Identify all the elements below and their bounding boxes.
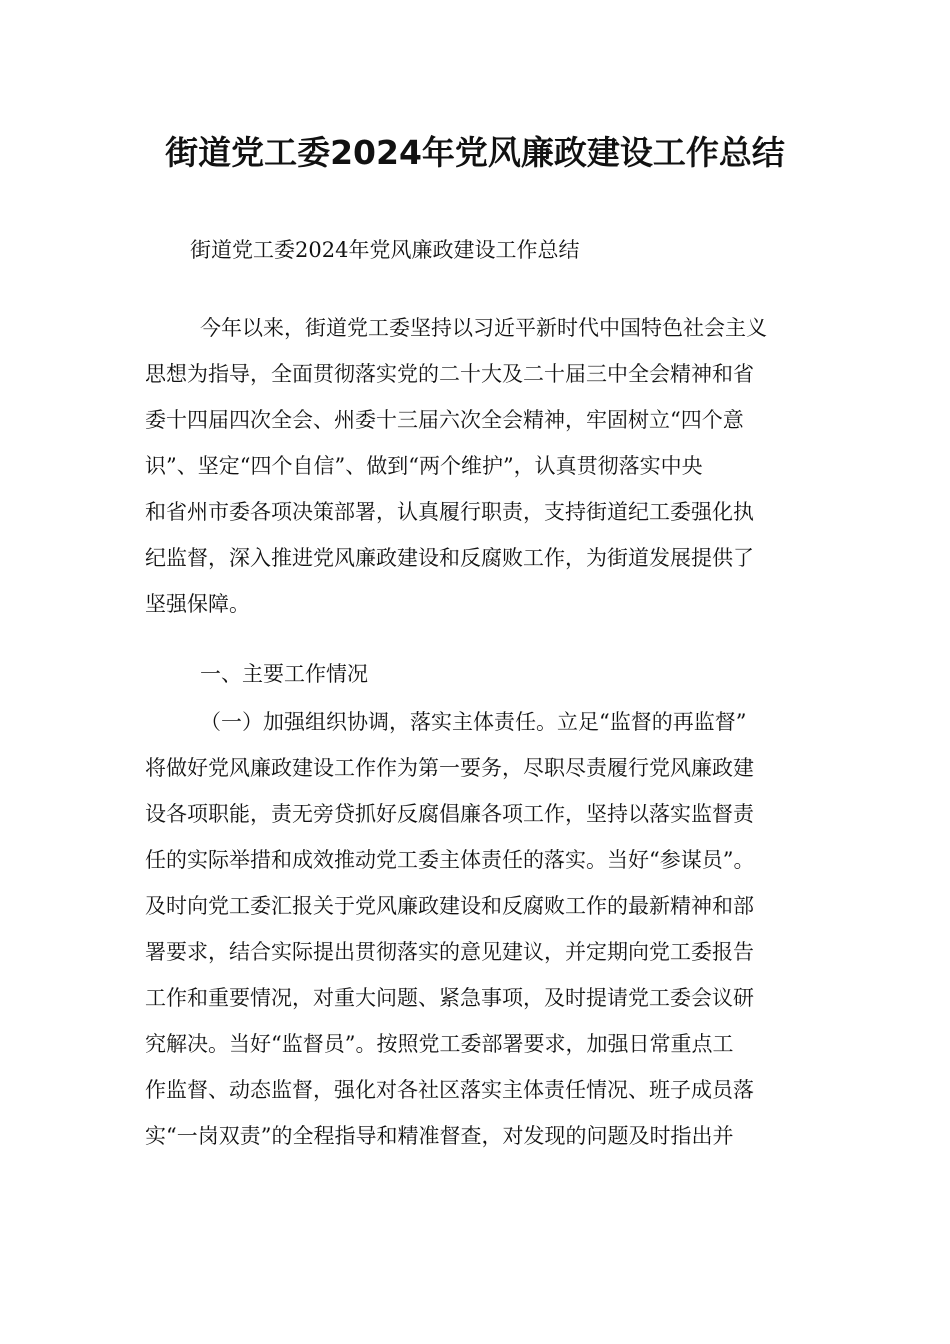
paragraph-line: 设各项职能，责无旁贷抓好反腐倡廉各项工作，坚持以落实监督责 [145, 802, 754, 826]
paragraph-line: 实“一岗双责”的全程指导和精准督查，对发现的问题及时指出并 [145, 1124, 734, 1148]
paragraph-line: 思想为指导，全面贯彻落实党的二十大及二十届三中全会精神和省 [145, 362, 754, 386]
paragraph-line: 识”、坚定“四个自信”、做到“两个维护”，认真贯彻落实中央 [145, 454, 703, 478]
paragraph-line: 作监督、动态监督，强化对各社区落实主体责任情况、班子成员落 [145, 1078, 754, 1102]
paragraph-line: 将做好党风廉政建设工作作为第一要务，尽职尽责履行党风廉政建 [145, 756, 754, 780]
paragraph-line: 工作和重要情况，对重大问题、紧急事项，及时提请党工委会议研 [145, 986, 754, 1010]
section-heading: 一、主要工作情况 [200, 662, 368, 686]
paragraph-line: 署要求，结合实际提出贯彻落实的意见建议，并定期向党工委报告 [145, 940, 754, 964]
paragraph-line: 究解决。当好“监督员”。按照党工委部署要求，加强日常重点工 [145, 1032, 734, 1056]
paragraph-line: 今年以来，街道党工委坚持以习近平新时代中国特色社会主义 [200, 316, 767, 340]
paragraph-line: 坚强保障。 [145, 592, 250, 616]
document-title: 街道党工委2024年党风廉政建设工作总结 [165, 133, 785, 172]
paragraph-line: 纪监督，深入推进党风廉政建设和反腐败工作，为街道发展提供了 [145, 546, 754, 570]
paragraph-line: 和省州市委各项决策部署，认真履行职责，支持街道纪工委强化执 [145, 500, 754, 524]
paragraph-line: 委十四届四次全会、州委十三届六次全会精神，牢固树立“四个意 [145, 408, 744, 432]
paragraph-line: 任的实际举措和成效推动党工委主体责任的落实。当好“参谋员”。 [145, 848, 755, 872]
document-subtitle: 街道党工委2024年党风廉政建设工作总结 [190, 238, 580, 262]
paragraph-line: 及时向党工委汇报关于党风廉政建设和反腐败工作的最新精神和部 [145, 894, 754, 918]
paragraph-line: （一）加强组织协调，落实主体责任。立足“监督的再监督” [200, 710, 747, 734]
